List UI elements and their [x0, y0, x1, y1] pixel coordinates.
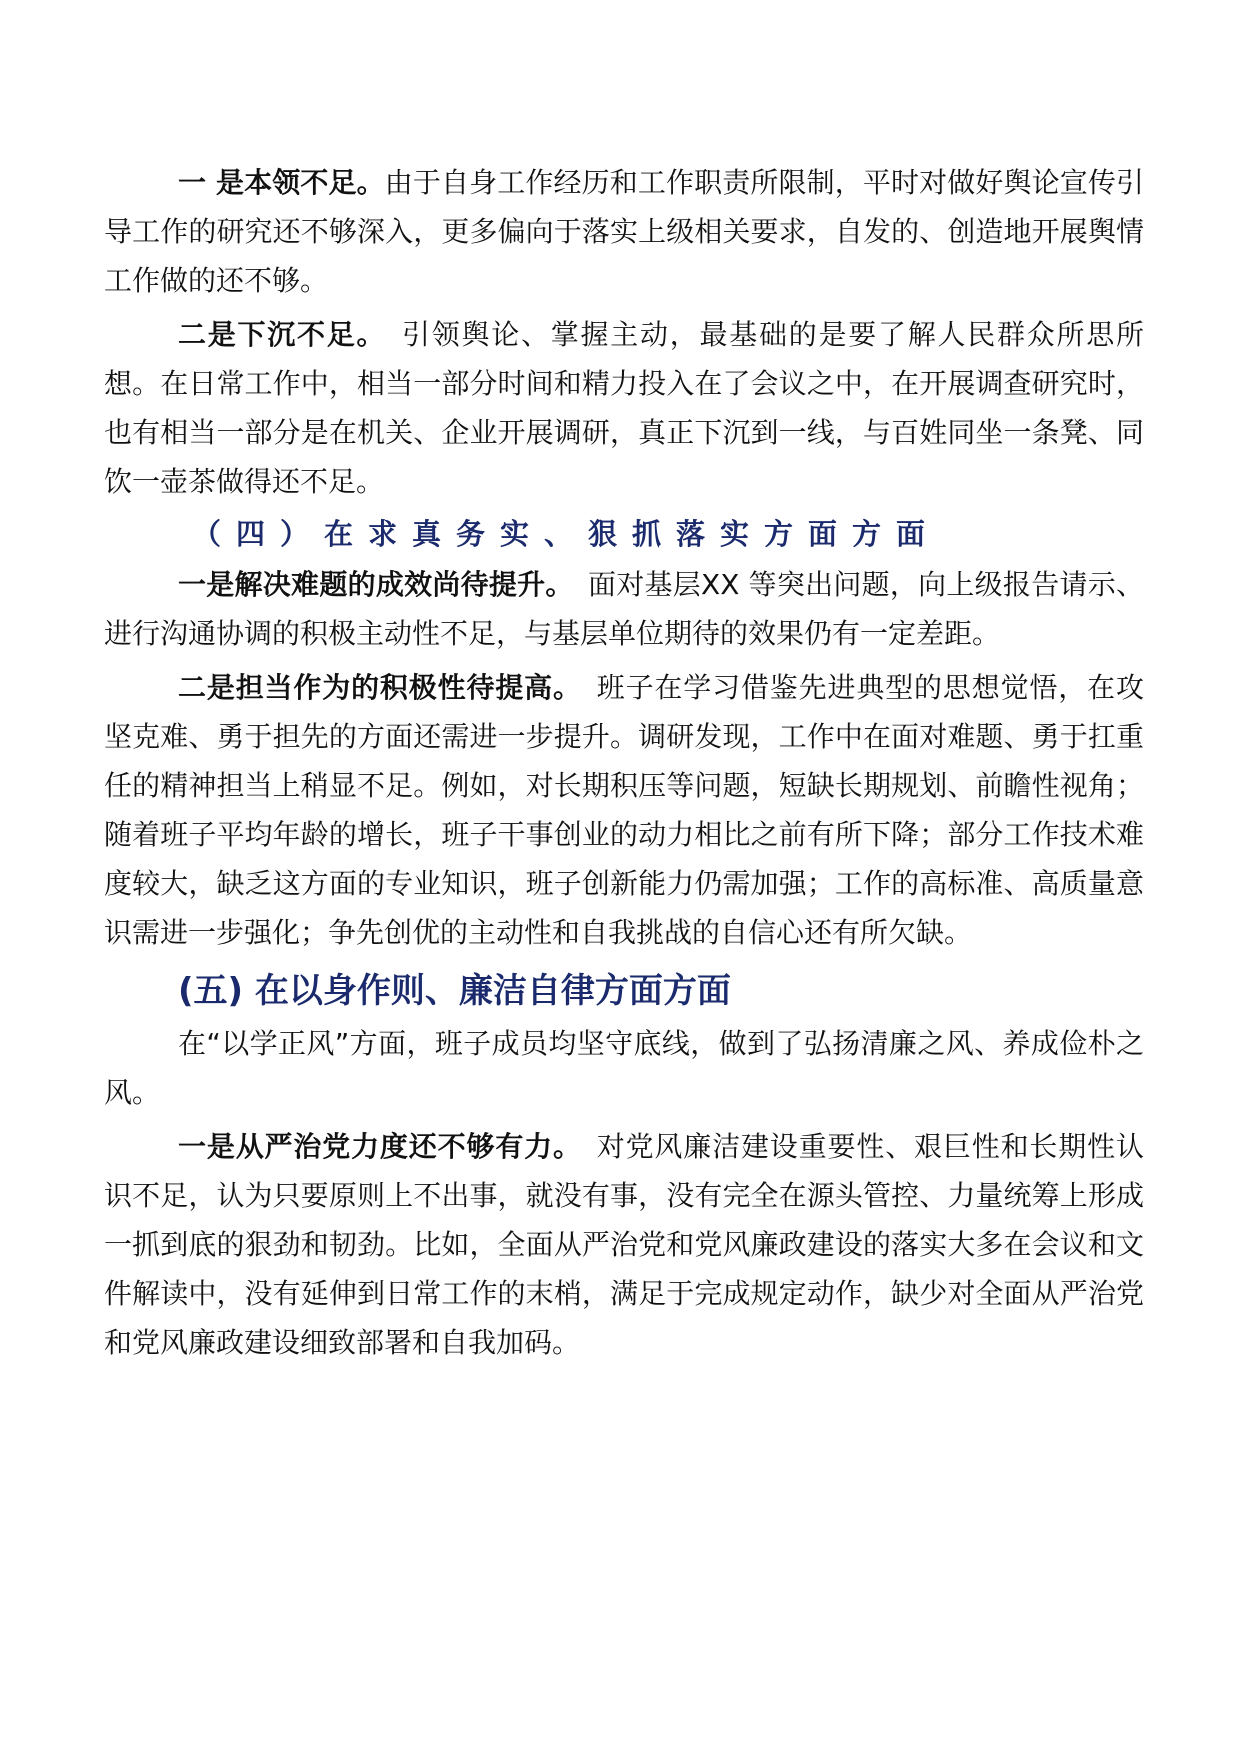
paragraph-lead: 一 是本领不足。: [178, 166, 385, 199]
paragraph-text: 引领舆论、掌握主动，最基础的是要了解人民群众所思所想。在日常工作中，相当一部分时间和精力投入在了会议之中，在开展调查研究时，也有相当一部分是在机关、企业开展调研，真正下沉到一线，与百姓同坐一条凳、同饮一壶茶做得还不足。: [104, 318, 1144, 498]
paragraph-intro: 在“以学正风”方面，班子成员均坚守底线，做到了弘扬清廉之风、养成俭朴之风。: [104, 1027, 1144, 1109]
paragraph-grassroots-shortage: [104, 310, 1144, 506]
document-body: [104, 158, 1144, 1367]
paragraph-lead: 二是下沉不足。: [178, 318, 387, 351]
paragraph-problem-solving: [104, 560, 1144, 658]
paragraph-text: 对党风廉洁建设重要性、艰巨性和长期性认识不足，认为只要原则上不出事，就没有事，没有完全在源头管控、力量统筹上形成一抓到底的狠劲和韧劲。比如，全面从严治党和党风廉政建设的落实大多在会议和文件解读中，没有延伸到日常工作的末梢，满足于完成规定动作，缺少对全面从严治党和党风廉政建设细致部署和自我加码。: [104, 1130, 1144, 1359]
paragraph-lead: 一是解决难题的成效尚待提升。: [178, 568, 574, 601]
paragraph-responsibility: [104, 663, 1144, 957]
paragraph-text: 班子在学习借鉴先进典型的思想觉悟，在攻坚克难、勇于担先的方面还需进一步提升。调研发现，工作中在面对难题、勇于扛重任的精神担当上稍显不足。例如，对长期积压等问题，短缺长期规划、前瞻性视角；随着班子平均年龄的增长，班子干事创业的动力相比之前有所下降；部分工作技术难度较大，缺乏这方面的专业知识，班子创新能力仍需加强；工作的高标准、高质量意识需进一步强化；争先创优的主动性和自我挑战的自信心还有所欠缺。: [104, 671, 1144, 949]
paragraph-text: 面对基层XX 等突出问题，向上级报告请示、进行沟通协调的积极主动性不足，与基层单位期待的效果仍有一定差距。: [104, 568, 1144, 650]
section-heading-4: （四）在求真务实、狠抓落实方面方面: [192, 517, 941, 551]
paragraph-skill-shortage: [104, 158, 1144, 305]
paragraph-party-discipline: [104, 1122, 1144, 1367]
paragraph-text: 由于自身工作经历和工作职责所限制，平时对做好舆论宣传引导工作的研究还不够深入，更多偏向于落实上级相关要求，自发的、创造地开展舆情工作做的还不够。: [104, 166, 1144, 297]
paragraph-lead: 一是从严治党力度还不够有力。: [178, 1130, 582, 1163]
section-heading-5: (五) 在以身作则、廉洁自律方面方面: [178, 971, 731, 1011]
paragraph-lead: 二是担当作为的积极性待提高。: [178, 671, 582, 704]
